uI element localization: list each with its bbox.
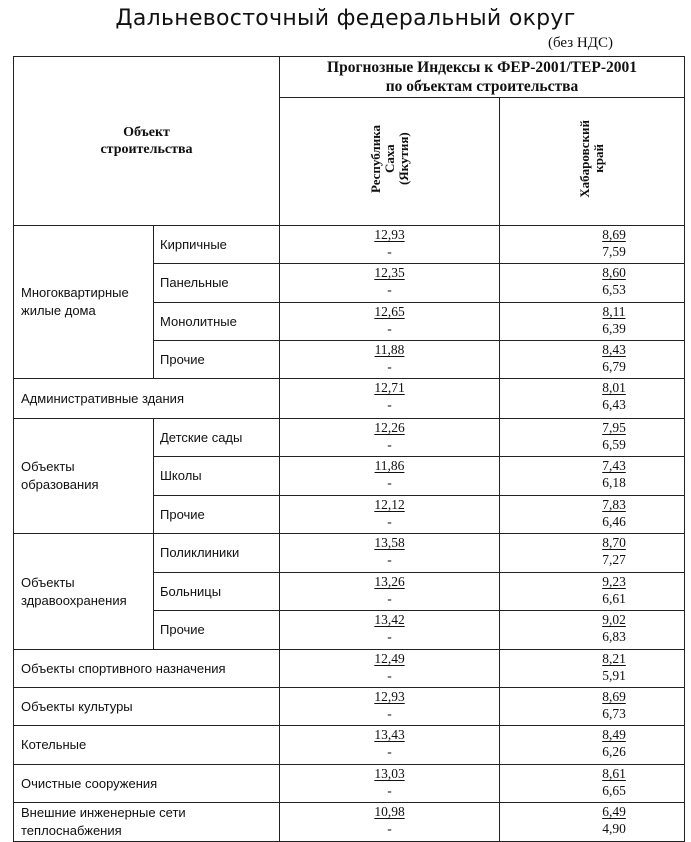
header-indices: Прогнозные Индексы к ФЕР-2001/ТЕР-2001 по объектам строительства — [280, 57, 685, 98]
header-region-sakha: Республика Саха (Якутия) — [280, 98, 500, 226]
khabarovsk-cell: 9,23 6,61 — [500, 573, 685, 611]
khabarovsk-cell: 7,43 6,18 — [500, 457, 685, 496]
khabarovsk-cell: 8,43 6,79 — [500, 341, 685, 379]
row-label: Детские сады — [154, 419, 280, 457]
sakha-cell: 12,93 - — [280, 226, 500, 264]
khabarovsk-cell: 9,02 6,83 — [500, 611, 685, 650]
sakha-cell: 11,88 - — [280, 341, 500, 379]
sakha-cell: 13,03 - — [280, 765, 500, 803]
row-label: Монолитные — [154, 303, 280, 341]
khabarovsk-cell: 8,21 5,91 — [500, 650, 685, 688]
sakha-cell: 10,98 - — [280, 803, 500, 842]
row-label: Объекты культуры — [14, 688, 280, 726]
sakha-cell: 11,86 - — [280, 457, 500, 496]
khabarovsk-cell: 8,70 7,27 — [500, 534, 685, 573]
row-label: Поликлиники — [154, 534, 280, 573]
sakha-cell: 13,42 - — [280, 611, 500, 650]
document-title: Дальневосточный федеральный округ — [115, 6, 576, 31]
group-education: Объекты образования — [14, 419, 154, 534]
row-label: Школы — [154, 457, 280, 496]
row-label: Больницы — [154, 573, 280, 611]
khabarovsk-cell: 8,01 6,43 — [500, 379, 685, 419]
khabarovsk-cell: 7,95 6,59 — [500, 419, 685, 457]
row-label: Прочие — [154, 341, 280, 379]
row-label: Прочие — [154, 611, 280, 650]
sakha-cell: 12,65 - — [280, 303, 500, 341]
sakha-cell: 13,58 - — [280, 534, 500, 573]
row-label: Панельные — [154, 264, 280, 303]
row-label: Объекты спортивного назначения — [14, 650, 280, 688]
group-health: Объекты здравоохранения — [14, 534, 154, 650]
row-label: Очистные сооружения — [14, 765, 280, 803]
sakha-cell: 12,49 - — [280, 650, 500, 688]
khabarovsk-cell: 8,60 6,53 — [500, 264, 685, 303]
sakha-cell: 12,71 - — [280, 379, 500, 419]
header-region-khabarovsk: Хабаровский край — [500, 98, 685, 226]
row-label: Прочие — [154, 496, 280, 534]
khabarovsk-cell: 8,69 6,73 — [500, 688, 685, 726]
sakha-cell: 12,93 - — [280, 688, 500, 726]
sakha-cell: 12,26 - — [280, 419, 500, 457]
document-subtitle: (без НДС) — [547, 35, 613, 51]
khabarovsk-cell: 6,49 4,90 — [500, 803, 685, 842]
khabarovsk-cell: 8,11 6,39 — [500, 303, 685, 341]
sakha-cell: 13,43 - — [280, 726, 500, 765]
row-label: Котельные — [14, 726, 280, 765]
index-table — [13, 56, 685, 842]
sakha-cell: 12,35 - — [280, 264, 500, 303]
khabarovsk-cell: 8,61 6,65 — [500, 765, 685, 803]
khabarovsk-cell: 8,69 7,59 — [500, 226, 685, 264]
row-label: Кирпичные — [154, 226, 280, 264]
sakha-cell: 13,26 - — [280, 573, 500, 611]
group-housing: Многоквартирные жилые дома — [14, 226, 154, 379]
row-label: Административные здания — [14, 379, 280, 419]
sakha-cell: 12,12 - — [280, 496, 500, 534]
row-label: Внешние инженерные сети теплоснабжения — [14, 803, 280, 842]
khabarovsk-cell: 7,83 6,46 — [500, 496, 685, 534]
header-object: Объект строительства — [14, 57, 280, 226]
khabarovsk-cell: 8,49 6,26 — [500, 726, 685, 765]
